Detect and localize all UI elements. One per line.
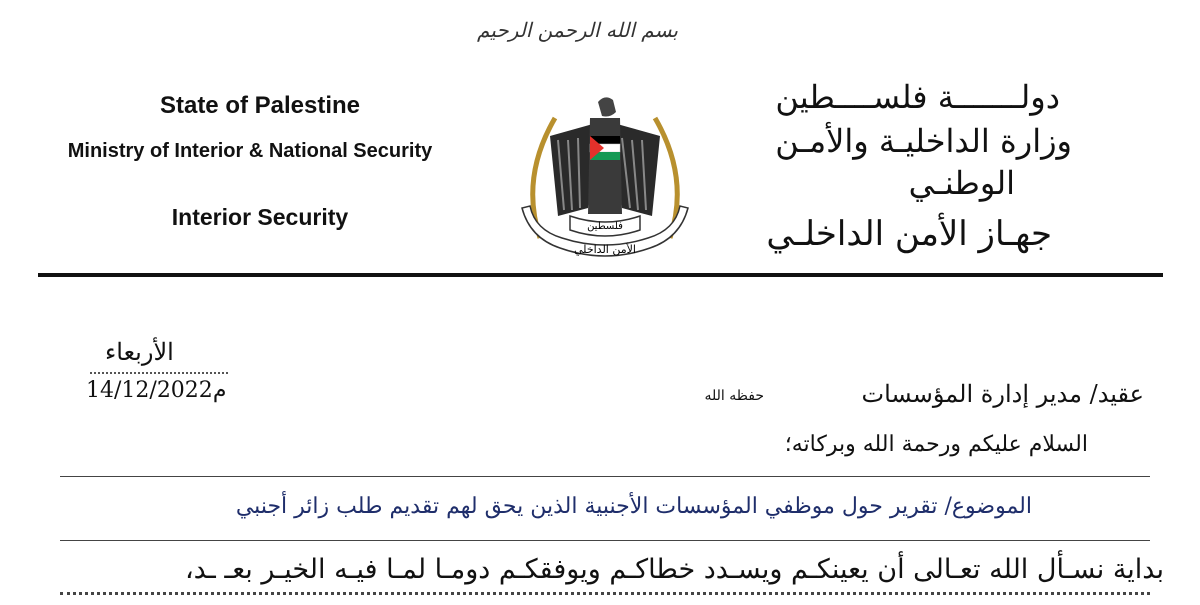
arabic-national-label: الوطنـي — [908, 164, 1015, 202]
subject-line: الموضوع/ تقرير حول موظفي المؤسسات الأجنبية الذين يحق لهم تقديم طلب زائر أجنبي — [235, 494, 1032, 519]
flag-shield — [590, 136, 620, 160]
recipient-line: عقيد/ مدير إدارة المؤسسات — [861, 380, 1144, 408]
arabic-ministry-name: وزارة الداخليـة والأمـن — [775, 122, 1072, 160]
emblem-ribbon-text: الأمن الداخلي — [574, 243, 636, 256]
arabic-state-title: دولـــــــة فلســــطين — [775, 78, 1060, 116]
subject-rule-top — [60, 476, 1150, 477]
arabic-department-name: جهـاز الأمن الداخلـي — [766, 214, 1052, 254]
header-divider — [38, 273, 1163, 277]
honorific: حفظه الله — [704, 388, 764, 404]
letter-day: الأربعاء — [105, 338, 174, 366]
date-dotted-rule — [90, 372, 228, 374]
emblem-banner-text: فلسطين — [587, 221, 623, 232]
eagle-body — [588, 118, 622, 214]
english-department-name: Interior Security — [171, 204, 349, 230]
eagle-head-icon — [598, 97, 616, 116]
body-paragraph: بداية نسـأل الله تعـالى أن يعينكـم ويسـدد خطاكـم ويوفقكـم دومـا لمـا فيـه الخيـر بعـ ـد، — [184, 554, 1164, 585]
letter-date: 14/12/2022م — [86, 378, 227, 403]
basmala: بسم الله الرحمن الرحيم — [476, 18, 678, 42]
palestinian-eagle-emblem — [510, 88, 700, 274]
subject-rule-bottom — [60, 540, 1150, 541]
english-state-title: State of Palestine — [159, 92, 361, 119]
greeting-line: السلام عليكم ورحمة الله وبركاته؛ — [784, 432, 1088, 457]
english-ministry-name: Ministry of Interior & National Security — [67, 140, 433, 162]
